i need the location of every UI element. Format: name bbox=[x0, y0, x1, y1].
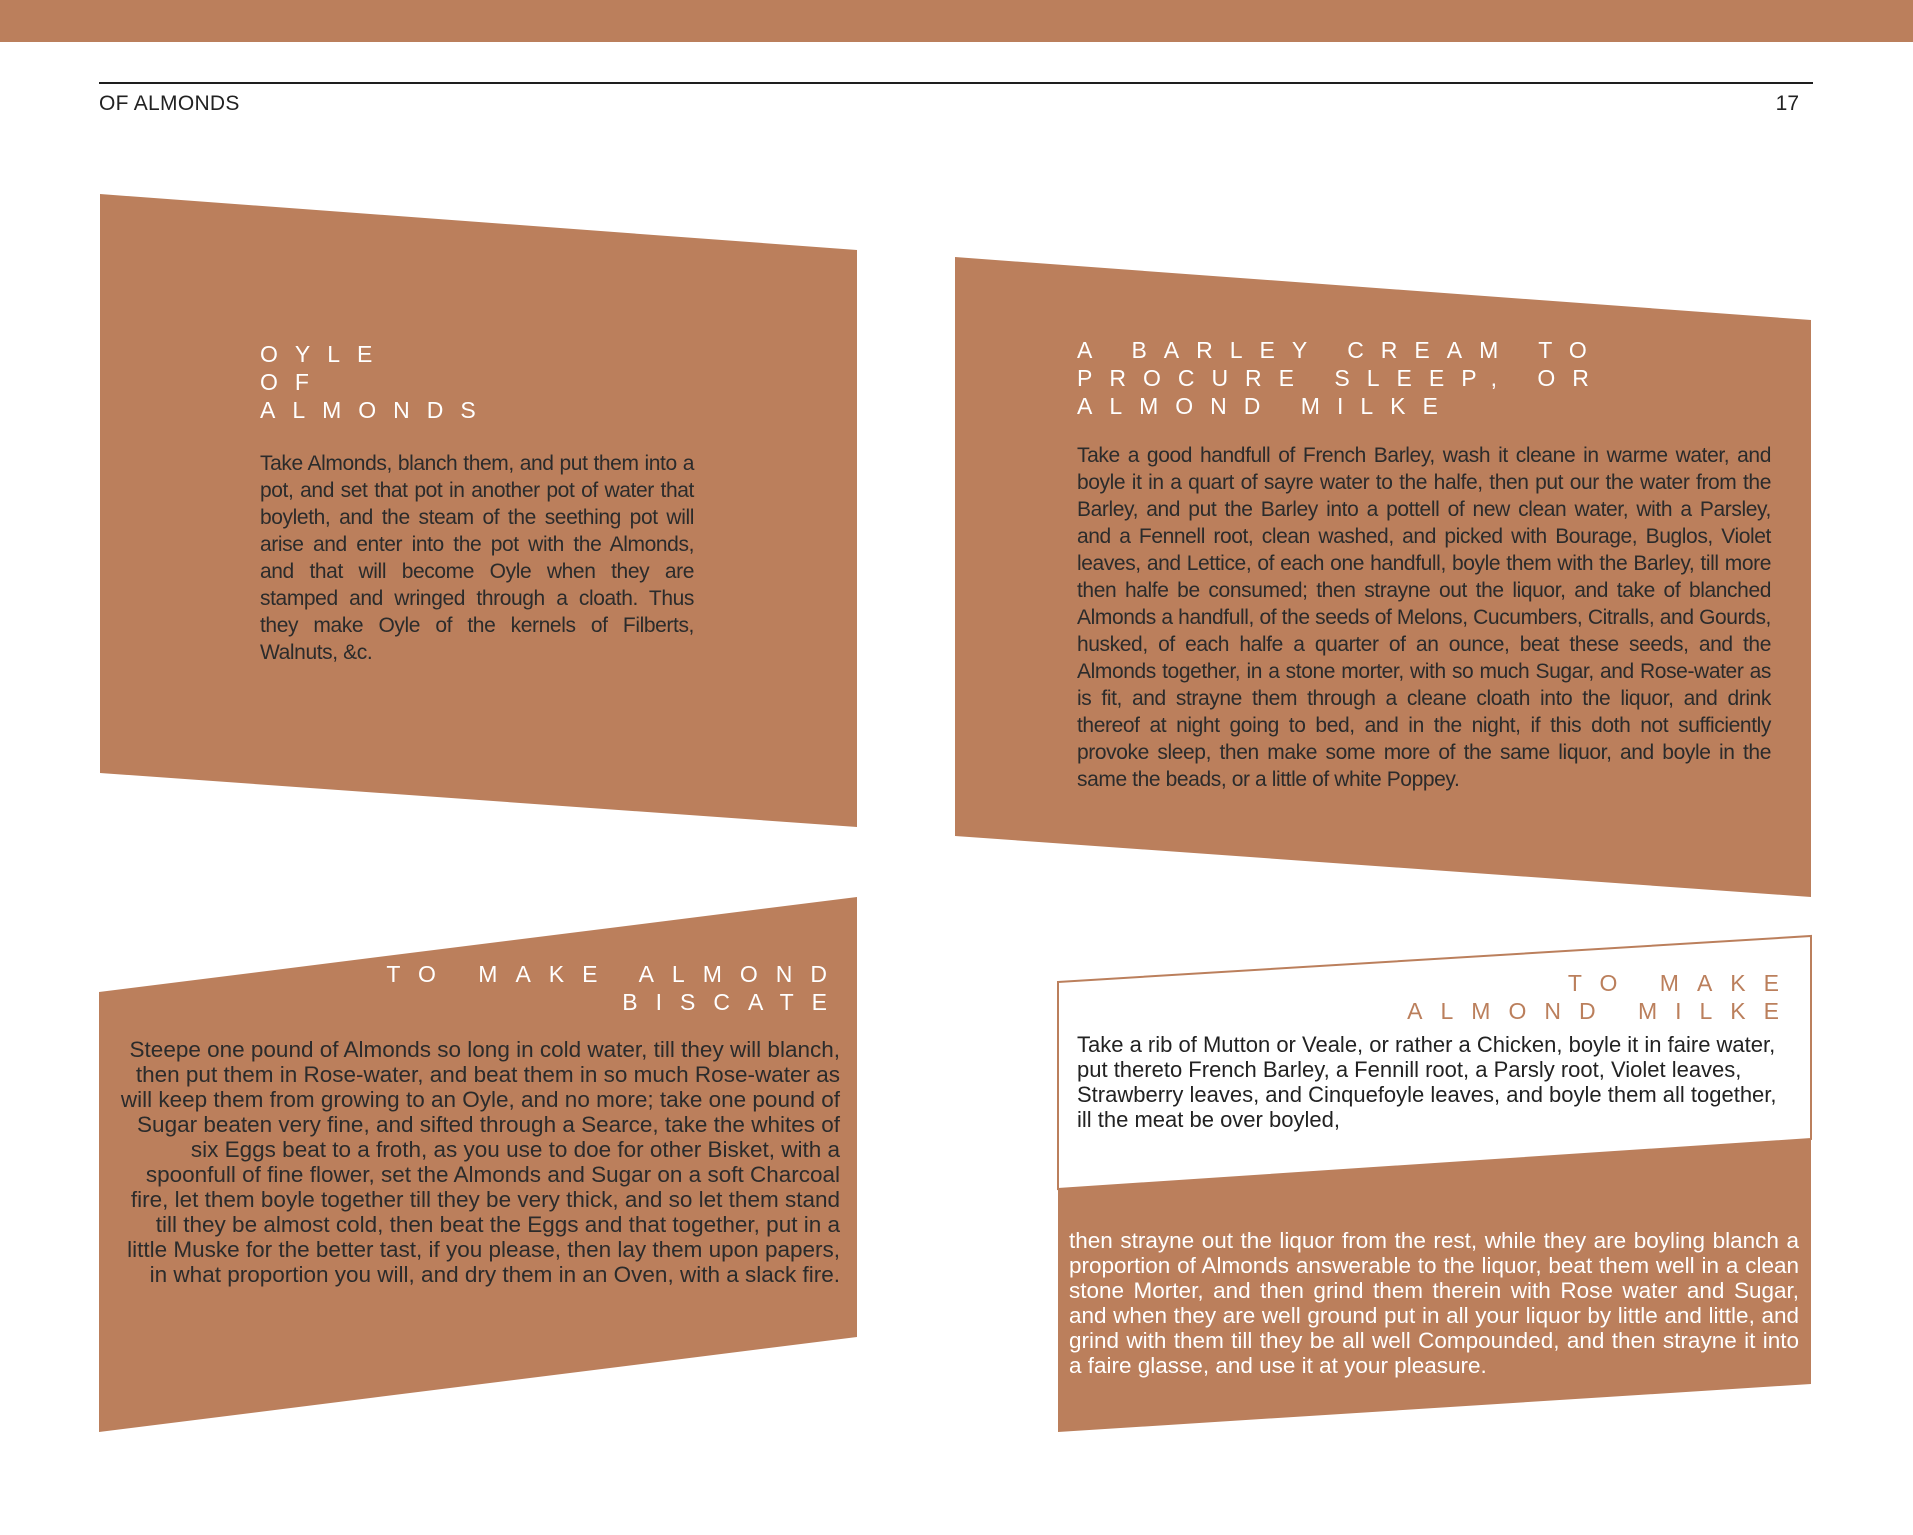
recipe-title-milke: TO MAKE ALMOND MILKE bbox=[1407, 970, 1797, 1024]
recipe-title-barley: A BARLEY CREAM TO PROCURE SLEEP, OR ALMOND MILKE bbox=[1077, 337, 1606, 419]
recipe-body-biscate: Steepe one pound of Almonds so long in cold water, till they will blanch, then put them in Rose-water, and beat them in so much Rose-water as will keep them from growing to an Oyle, and no more; take one pound of Sugar beaten very fine, and sifted through a Searce, take the whites of six Eggs beat to a froth, as you use to doe for other Bisket, with a spoonfull of fine flower, set the Almonds and Sugar on a soft Charcoal fire, let them boyle together till they be very thick, and so let them stand till they be almost cold, then beat the Eggs and that together, put in a little Muske for the better tast, if you please, then lay them upon papers, in what proportion you will, and dry them in an Oven, with a slack fire. bbox=[120, 1037, 840, 1287]
recipe-body-barley: Take a good handfull of French Barley, wash it cleane in warme water, and boyle it in a quart of sayre water to the halfe, then put our the water from the Barley, and put the Barley into a pottell of new clean water, with a Parsley, and a Fennell root, clean washed, and picked with Bourage, Buglos, Violet leaves, and Lettice, of each one handfull, boyle them with the Barley, till more then halfe be consumed; then strayne out the liquor, and take of blanched Almonds a handfull, of the seeds of Melons, Cucumbers, Citralls, and Gourds, husked, of each halfe a quarter of an ounce, beat these seeds, and the Almonds together, in a stone morter, with so much Sugar, and Rose-water as is fit, and strayne them through a cleane cloath into the liquor, and drink thereof at night going to bed, and in the night, if this doth not sufficiently provoke sleep, then make some more of the same liquor, and boyle in the same the beads, or a little of white Poppey. bbox=[1077, 444, 1771, 791]
recipe-title-biscate: TO MAKE ALMOND BISCATE bbox=[386, 961, 845, 1015]
page-number: 17 bbox=[1775, 92, 1799, 115]
recipe-body-milke-bottom: then strayne out the liquor from the rest, while they are boyling blanch a proportion of Almonds answerable to the liquor, beat them well in a clean stone Morter, and then grind them therein with Rose water and Sugar, and when they are well ground put in all your liquor by little and little, and grind with them till they be all well Compounded, and then strayne it into a faire glasse, and use it at your pleasure. bbox=[1069, 1228, 1799, 1378]
recipe-body-milke-top: Take a rib of Mutton or Veale, or rather a Chicken, boyle it in faire water, put thereto French Barley, a Fennill root, a Parsly root, Violet leaves, Strawberry leaves, and Cinquefoyle leaves, and boyle them all together, ill the meat be over boyled, bbox=[1077, 1032, 1777, 1132]
running-head: OF ALMONDS bbox=[99, 92, 240, 115]
recipe-title-oyle: OYLE OF ALMONDS bbox=[260, 341, 493, 423]
recipe-body-oyle: Take Almonds, blanch them, and put them into a pot, and set that pot in another pot of water that boyleth, and the steam of the seething pot will arise and enter into the pot with the Almonds, and that will become Oyle when they are stamped and wringed through a cloath. Thus they make Oyle of the kernels of Filberts, Walnuts, &c. bbox=[260, 452, 694, 664]
